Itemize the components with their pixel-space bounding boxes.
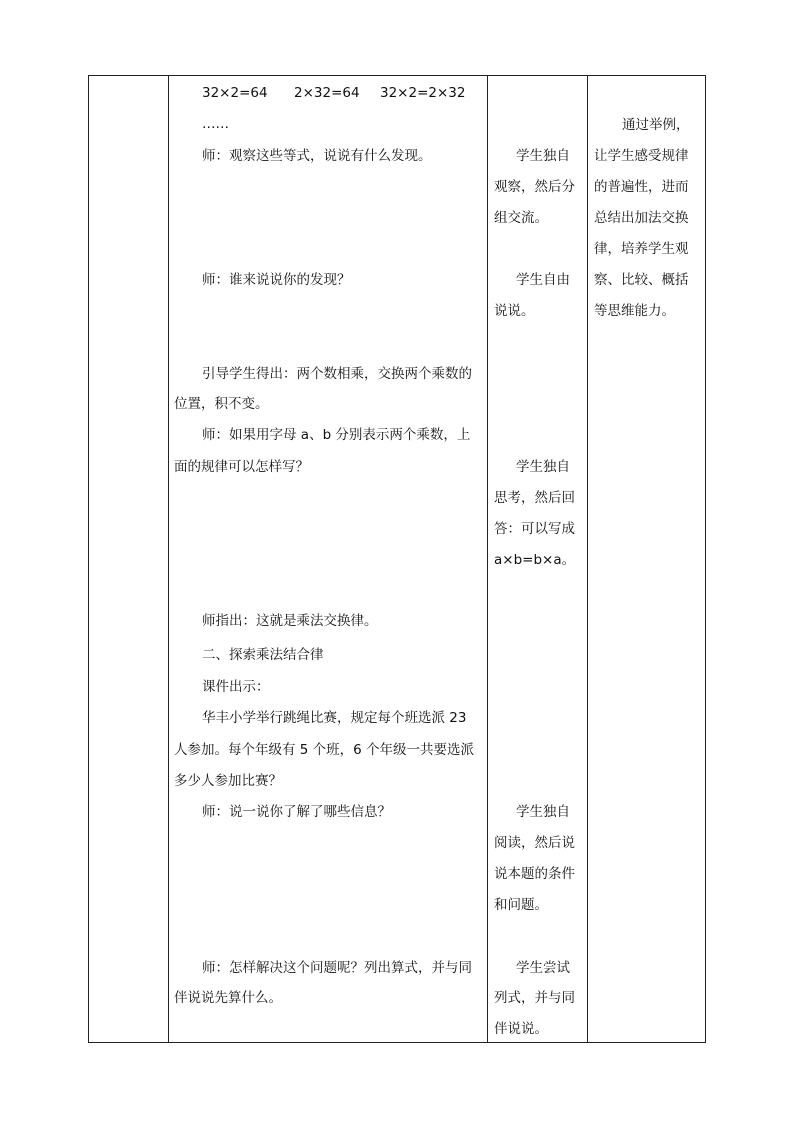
student-line: 阅读，然后说 <box>494 835 575 851</box>
equation-2: 2×32=64 <box>294 85 360 101</box>
section-heading: 二、探索乘法结合律 <box>202 647 324 663</box>
process-line: 引导学生得出：两个数相乘，交换两个乘数的 <box>202 366 472 382</box>
ellipsis-text: …… <box>202 116 229 132</box>
student-line: 学生尝试 <box>516 960 570 976</box>
student-line: 学生自由 <box>516 272 570 288</box>
intent-line: 等思维能力。 <box>594 303 675 319</box>
student-line: 说说。 <box>494 303 535 319</box>
equation-1: 32×2=64 <box>202 85 268 101</box>
intent-line: 总结出加法交换 <box>594 210 689 226</box>
intent-line: 察、比较、概括 <box>594 272 689 288</box>
problem-text: 华丰小学举行跳绳比赛，规定每个班选派 23 <box>202 710 467 726</box>
process-line: 课件出示： <box>202 679 270 695</box>
student-line: 学生独自 <box>516 148 570 164</box>
student-line: a×b=b×a。 <box>494 552 576 568</box>
student-line: 学生独自 <box>516 804 570 820</box>
intent-line: 让学生感受规律 <box>594 148 689 164</box>
process-line: 师：观察这些等式，说说有什么发现。 <box>202 148 432 164</box>
student-line: 和问题。 <box>494 897 548 913</box>
student-line: 观察，然后分 <box>494 179 575 195</box>
student-activity-cell <box>494 76 586 1042</box>
process-line: 师：说一说你了解了哪些信息？ <box>202 804 391 820</box>
column-divider-1 <box>168 76 169 1042</box>
teaching-process-cell <box>174 76 484 1042</box>
student-line: 伴说说。 <box>494 1021 548 1037</box>
lesson-table <box>88 75 706 1043</box>
student-line: 说本题的条件 <box>494 866 575 882</box>
process-line: 位置，积不变。 <box>174 396 269 412</box>
student-line: 列式，并与同 <box>494 990 575 1006</box>
equation-3: 32×2=2×32 <box>380 85 466 101</box>
intent-line: 的普遍性，进而 <box>594 179 689 195</box>
design-intent-cell <box>594 76 706 1042</box>
column-divider-2 <box>487 76 488 1042</box>
problem-text: 人参加。每个年级有 5 个班，6 个年级一共要选派 <box>174 742 475 758</box>
process-line: 伴说说先算什么。 <box>174 990 282 1006</box>
column-divider-3 <box>587 76 588 1042</box>
process-line: 师：谁来说说你的发现？ <box>202 272 351 288</box>
student-line: 思考，然后回 <box>494 490 575 506</box>
problem-text: 多少人参加比赛？ <box>174 773 282 789</box>
student-line: 学生独自 <box>516 459 570 475</box>
student-line: 组交流。 <box>494 210 548 226</box>
empty-stage-cell <box>89 76 168 1042</box>
intent-line: 通过举例， <box>622 117 690 133</box>
student-line: 答：可以写成 <box>494 521 575 537</box>
intent-line: 律，培养学生观 <box>594 241 689 257</box>
process-line: 师：怎样解决这个问题呢？列出算式，并与同 <box>202 960 472 976</box>
process-line: 师指出：这就是乘法交换律。 <box>202 613 378 629</box>
process-line: 师：如果用字母 a、b 分别表示两个乘数，上 <box>202 427 471 443</box>
process-line: 面的规律可以怎样写？ <box>174 459 309 475</box>
